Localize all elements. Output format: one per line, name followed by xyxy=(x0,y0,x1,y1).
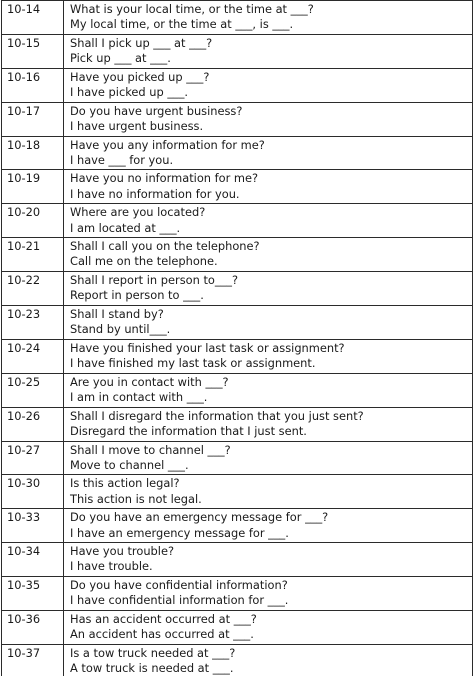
meaning-cell xyxy=(64,272,473,306)
code-cell: 10-20 xyxy=(2,204,64,238)
table-row xyxy=(2,339,473,373)
answer-text: Pick up ___ at ___. xyxy=(70,51,472,66)
answer-text: Report in person to ___. xyxy=(70,288,472,303)
meaning-cell xyxy=(64,644,473,676)
question-text: Do you have an emergency message for ___? xyxy=(70,510,472,525)
table-row xyxy=(2,577,473,611)
code-cell: 10-15 xyxy=(2,34,64,68)
answer-text: Call me on the telephone. xyxy=(70,254,472,269)
answer-text: I have no information for you. xyxy=(70,187,472,202)
question-text: Shall I pick up ___ at ___? xyxy=(70,36,472,51)
question-text: Have you finished your last task or assignment? xyxy=(70,341,472,356)
meaning-cell xyxy=(64,136,473,170)
question-text: Shall I call you on the telephone? xyxy=(70,239,472,254)
code-cell: 10-33 xyxy=(2,509,64,543)
table-row xyxy=(2,204,473,238)
question-text: Shall I disregard the information that you just sent? xyxy=(70,409,472,424)
question-text: Is this action legal? xyxy=(70,476,472,491)
answer-text: I have confidential information for ___. xyxy=(70,593,472,608)
answer-text: An accident has occurred at ___. xyxy=(70,627,472,642)
table-row xyxy=(2,34,473,68)
code-cell: 10-34 xyxy=(2,543,64,577)
answer-text: I have trouble. xyxy=(70,559,472,574)
answer-text: I have ___ for you. xyxy=(70,153,472,168)
question-text: Are you in contact with ___? xyxy=(70,375,472,390)
code-cell: 10-18 xyxy=(2,136,64,170)
meaning-cell xyxy=(64,543,473,577)
table-row xyxy=(2,68,473,102)
meaning-cell xyxy=(64,170,473,204)
answer-text: I have an emergency message for ___. xyxy=(70,526,472,541)
ten-codes-body xyxy=(2,1,473,676)
table-row xyxy=(2,543,473,577)
code-cell: 10-36 xyxy=(2,611,64,645)
meaning-cell xyxy=(64,238,473,272)
meaning-cell xyxy=(64,204,473,238)
question-text: Do you have urgent business? xyxy=(70,104,472,119)
question-text: Shall I report in person to___? xyxy=(70,273,472,288)
answer-text: A tow truck is needed at ___. xyxy=(70,661,472,676)
answer-text: This action is not legal. xyxy=(70,492,472,507)
code-cell: 10-23 xyxy=(2,306,64,340)
answer-text: Stand by until___. xyxy=(70,322,472,337)
code-cell: 10-19 xyxy=(2,170,64,204)
answer-text: My local time, or the time at ___, is ___. xyxy=(70,17,472,32)
question-text: Do you have confidential information? xyxy=(70,578,472,593)
table-row xyxy=(2,1,473,35)
table-row xyxy=(2,407,473,441)
table-row xyxy=(2,136,473,170)
meaning-cell xyxy=(64,68,473,102)
meaning-cell xyxy=(64,306,473,340)
code-cell: 10-21 xyxy=(2,238,64,272)
question-text: Have you picked up ___? xyxy=(70,70,472,85)
table-row xyxy=(2,102,473,136)
answer-text: I have picked up ___. xyxy=(70,85,472,100)
table-row xyxy=(2,611,473,645)
table-row xyxy=(2,238,473,272)
question-text: Have you any information for me? xyxy=(70,138,472,153)
meaning-cell xyxy=(64,339,473,373)
answer-text: I am located at ___. xyxy=(70,221,472,236)
table-row xyxy=(2,170,473,204)
table-row xyxy=(2,306,473,340)
meaning-cell xyxy=(64,1,473,35)
code-cell: 10-30 xyxy=(2,475,64,509)
table-row xyxy=(2,644,473,676)
meaning-cell xyxy=(64,441,473,475)
code-cell: 10-22 xyxy=(2,272,64,306)
question-text: Have you no information for me? xyxy=(70,171,472,186)
answer-text: Disregard the information that I just sent. xyxy=(70,424,472,439)
question-text: Where are you located? xyxy=(70,205,472,220)
ten-codes-table xyxy=(1,0,473,676)
meaning-cell xyxy=(64,34,473,68)
table-row xyxy=(2,509,473,543)
question-text: What is your local time, or the time at ___? xyxy=(70,2,472,17)
code-cell: 10-16 xyxy=(2,68,64,102)
meaning-cell xyxy=(64,102,473,136)
code-cell: 10-27 xyxy=(2,441,64,475)
table-row xyxy=(2,475,473,509)
code-cell: 10-26 xyxy=(2,407,64,441)
question-text: Have you trouble? xyxy=(70,544,472,559)
meaning-cell xyxy=(64,373,473,407)
code-cell: 10-25 xyxy=(2,373,64,407)
code-cell: 10-37 xyxy=(2,644,64,676)
question-text: Shall I move to channel ___? xyxy=(70,443,472,458)
code-cell: 10-24 xyxy=(2,339,64,373)
answer-text: Move to channel ___. xyxy=(70,458,472,473)
meaning-cell xyxy=(64,475,473,509)
code-cell: 10-35 xyxy=(2,577,64,611)
answer-text: I have finished my last task or assignment. xyxy=(70,356,472,371)
question-text: Has an accident occurred at ___? xyxy=(70,612,472,627)
meaning-cell xyxy=(64,509,473,543)
table-row xyxy=(2,373,473,407)
code-cell: 10-14 xyxy=(2,1,64,35)
answer-text: I am in contact with ___. xyxy=(70,390,472,405)
meaning-cell xyxy=(64,577,473,611)
question-text: Shall I stand by? xyxy=(70,307,472,322)
code-cell: 10-17 xyxy=(2,102,64,136)
answer-text: I have urgent business. xyxy=(70,119,472,134)
meaning-cell xyxy=(64,611,473,645)
question-text: Is a tow truck needed at ___? xyxy=(70,646,472,661)
table-row xyxy=(2,441,473,475)
table-row xyxy=(2,272,473,306)
meaning-cell xyxy=(64,407,473,441)
